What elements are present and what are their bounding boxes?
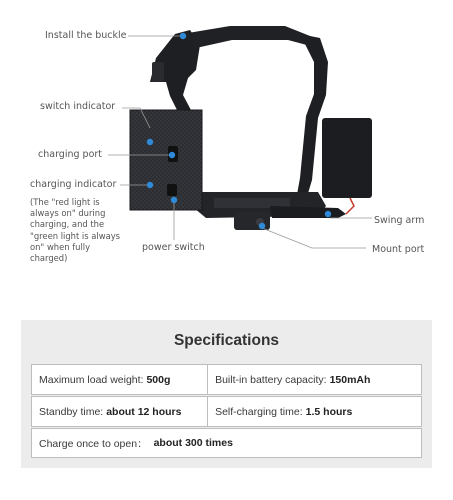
spec-value: 150mAh xyxy=(329,373,371,386)
spec-value: about 12 hours xyxy=(106,405,182,418)
label-charging-indicator: charging indicator xyxy=(30,179,117,190)
label-switch-indicator: switch indicator xyxy=(40,101,116,112)
spec-row xyxy=(31,364,422,395)
spec-row xyxy=(31,396,422,427)
note-line: "green light is always xyxy=(30,230,121,241)
label-install-buckle: Install the buckle xyxy=(45,30,127,41)
specifications-panel xyxy=(21,320,432,468)
spec-label: Charge once to open： xyxy=(39,437,148,450)
note-line: on" when fully xyxy=(30,241,91,252)
note-line: charged) xyxy=(30,253,68,264)
spec-cell xyxy=(32,365,207,394)
note-line: (The "red light is xyxy=(30,197,100,207)
spec-cell xyxy=(207,397,421,426)
note-line: charging, and the xyxy=(30,219,105,230)
spec-label: Self-charging time: xyxy=(215,405,303,418)
spec-cell xyxy=(32,429,421,457)
specifications-title: Specifications xyxy=(173,332,280,349)
note-line: always on" during xyxy=(30,208,106,219)
label-power-switch: power switch xyxy=(142,242,205,253)
label-charging-port: charging port xyxy=(38,149,103,160)
label-swing-arm: Swing arm xyxy=(374,215,425,226)
spec-cell xyxy=(32,397,207,426)
right-battery-module xyxy=(322,118,372,214)
spec-value: 500g xyxy=(146,373,171,386)
spec-cell xyxy=(207,365,421,394)
label-mount-port: Mount port xyxy=(372,244,425,255)
spec-row xyxy=(31,428,422,458)
spec-label: Built-in battery capacity: xyxy=(215,373,327,386)
left-battery-module xyxy=(130,110,202,210)
spec-value: about 300 times xyxy=(153,437,233,449)
spec-label: Standby time: xyxy=(39,405,104,418)
spec-value: 1.5 hours xyxy=(305,405,353,418)
spec-label: Maximum load weight: xyxy=(39,373,144,386)
indicator-note xyxy=(30,197,120,264)
